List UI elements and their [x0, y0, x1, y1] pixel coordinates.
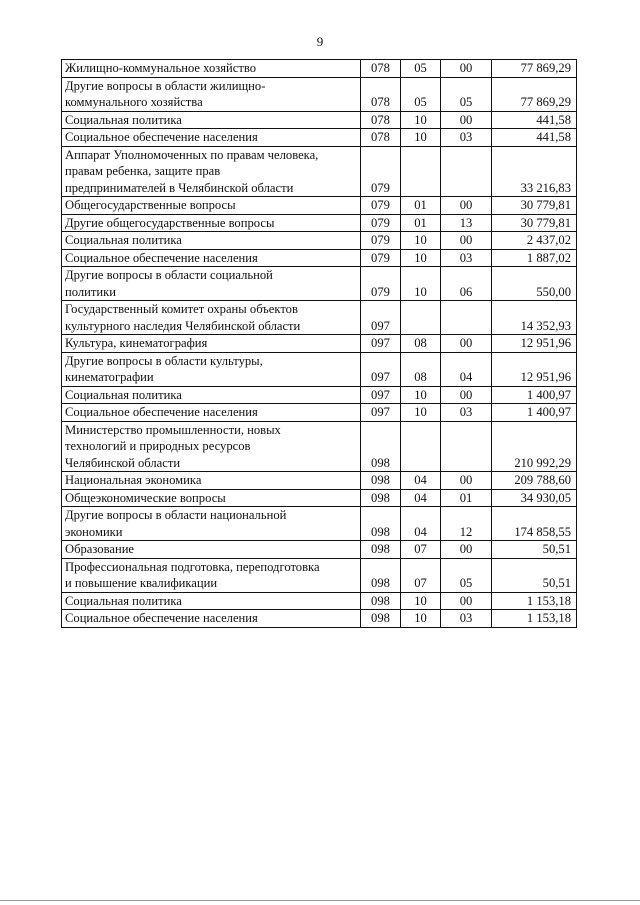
amount-cell: 2 437,02: [492, 232, 577, 250]
section-code-cell: 10: [401, 232, 441, 250]
section-code-cell: 10: [401, 249, 441, 267]
table-row: [62, 558, 577, 592]
amount-cell: 441,58: [492, 111, 577, 129]
amount-cell: 30 779,81: [492, 214, 577, 232]
department-code-cell: 079: [361, 214, 401, 232]
amount-cell: 1 153,18: [492, 592, 577, 610]
amount-cell: 14 352,93: [492, 301, 577, 335]
department-code-cell: 079: [361, 146, 401, 197]
expense-name-cell: Социальное обеспечение населения: [62, 610, 361, 628]
subsection-code-cell: 03: [441, 129, 492, 147]
table-row: [62, 111, 577, 129]
table-row: [62, 541, 577, 559]
section-code-cell: 08: [401, 352, 441, 386]
department-code-cell: 097: [361, 404, 401, 422]
subsection-code-cell: 00: [441, 60, 492, 78]
amount-cell: 50,51: [492, 541, 577, 559]
department-code-cell: 098: [361, 541, 401, 559]
section-code-cell: [401, 301, 441, 335]
budget-table: [61, 59, 577, 628]
table-row: [62, 197, 577, 215]
section-code-cell: 04: [401, 472, 441, 490]
section-code-cell: 04: [401, 489, 441, 507]
section-code-cell: 04: [401, 507, 441, 541]
department-code-cell: 098: [361, 610, 401, 628]
department-code-cell: 098: [361, 558, 401, 592]
department-code-cell: 097: [361, 335, 401, 353]
department-code-cell: 078: [361, 129, 401, 147]
table-row: [62, 472, 577, 490]
table-row: [62, 507, 577, 541]
table-row: [62, 404, 577, 422]
section-code-cell: [401, 146, 441, 197]
subsection-code-cell: 00: [441, 197, 492, 215]
section-code-cell: 08: [401, 335, 441, 353]
expense-name-cell: Другие вопросы в области жилищно- коммунального хозяйства: [62, 77, 361, 111]
subsection-code-cell: 03: [441, 249, 492, 267]
department-code-cell: 097: [361, 301, 401, 335]
amount-cell: 34 930,05: [492, 489, 577, 507]
amount-cell: 550,00: [492, 267, 577, 301]
subsection-code-cell: [441, 301, 492, 335]
table-row: [62, 489, 577, 507]
page-number: 9: [316, 34, 324, 49]
subsection-code-cell: [441, 421, 492, 472]
section-code-cell: 10: [401, 610, 441, 628]
table-row: [62, 267, 577, 301]
table-row: [62, 592, 577, 610]
expense-name-cell: Общеэкономические вопросы: [62, 489, 361, 507]
subsection-code-cell: 12: [441, 507, 492, 541]
department-code-cell: 098: [361, 489, 401, 507]
subsection-code-cell: 00: [441, 386, 492, 404]
amount-cell: 1 400,97: [492, 404, 577, 422]
subsection-code-cell: 01: [441, 489, 492, 507]
expense-name-cell: Другие вопросы в области национальной экономики: [62, 507, 361, 541]
section-code-cell: 01: [401, 214, 441, 232]
table-row: [62, 352, 577, 386]
amount-cell: 77 869,29: [492, 60, 577, 78]
expense-name-cell: Аппарат Уполномоченных по правам человека, правам ребенка, защите прав предпринимателей в Челябинской области: [62, 146, 361, 197]
expense-name-cell: Социальное обеспечение населения: [62, 249, 361, 267]
amount-cell: 30 779,81: [492, 197, 577, 215]
amount-cell: 1 887,02: [492, 249, 577, 267]
subsection-code-cell: 00: [441, 335, 492, 353]
department-code-cell: 097: [361, 352, 401, 386]
table-row: [62, 60, 577, 78]
expense-name-cell: Жилищно-коммунальное хозяйство: [62, 60, 361, 78]
section-code-cell: 07: [401, 558, 441, 592]
amount-cell: 12 951,96: [492, 352, 577, 386]
section-code-cell: 05: [401, 60, 441, 78]
amount-cell: 209 788,60: [492, 472, 577, 490]
amount-cell: 50,51: [492, 558, 577, 592]
expense-name-cell: Государственный комитет охраны объектов культурного наследия Челябинской области: [62, 301, 361, 335]
expense-name-cell: Культура, кинематография: [62, 335, 361, 353]
subsection-code-cell: 04: [441, 352, 492, 386]
department-code-cell: 098: [361, 507, 401, 541]
section-code-cell: 10: [401, 386, 441, 404]
section-code-cell: 10: [401, 404, 441, 422]
department-code-cell: 098: [361, 421, 401, 472]
subsection-code-cell: 00: [441, 541, 492, 559]
expense-name-cell: Социальное обеспечение населения: [62, 404, 361, 422]
expense-name-cell: Национальная экономика: [62, 472, 361, 490]
table-row: [62, 146, 577, 197]
amount-cell: 174 858,55: [492, 507, 577, 541]
expense-name-cell: Общегосударственные вопросы: [62, 197, 361, 215]
department-code-cell: 078: [361, 111, 401, 129]
amount-cell: 77 869,29: [492, 77, 577, 111]
expense-name-cell: Образование: [62, 541, 361, 559]
expense-name-cell: Другие вопросы в области культуры, кинематографии: [62, 352, 361, 386]
table-row: [62, 301, 577, 335]
section-code-cell: 07: [401, 541, 441, 559]
table-row: [62, 249, 577, 267]
table-row: [62, 77, 577, 111]
section-code-cell: 10: [401, 129, 441, 147]
subsection-code-cell: 03: [441, 610, 492, 628]
amount-cell: 210 992,29: [492, 421, 577, 472]
subsection-code-cell: 00: [441, 111, 492, 129]
section-code-cell: 05: [401, 77, 441, 111]
table-row: [62, 335, 577, 353]
table-row: [62, 386, 577, 404]
amount-cell: 1 153,18: [492, 610, 577, 628]
department-code-cell: 078: [361, 77, 401, 111]
amount-cell: 12 951,96: [492, 335, 577, 353]
subsection-code-cell: 13: [441, 214, 492, 232]
section-code-cell: 10: [401, 111, 441, 129]
amount-cell: 1 400,97: [492, 386, 577, 404]
table-row: [62, 214, 577, 232]
subsection-code-cell: 00: [441, 232, 492, 250]
department-code-cell: 079: [361, 232, 401, 250]
subsection-code-cell: 06: [441, 267, 492, 301]
section-code-cell: 01: [401, 197, 441, 215]
expense-name-cell: Профессиональная подготовка, переподготовка и повышение квалификации: [62, 558, 361, 592]
section-code-cell: [401, 421, 441, 472]
department-code-cell: 079: [361, 267, 401, 301]
subsection-code-cell: [441, 146, 492, 197]
table-row: [62, 421, 577, 472]
department-code-cell: 098: [361, 592, 401, 610]
table-row: [62, 232, 577, 250]
subsection-code-cell: 05: [441, 77, 492, 111]
expense-name-cell: Другие общегосударственные вопросы: [62, 214, 361, 232]
department-code-cell: 078: [361, 60, 401, 78]
page-bottom-edge: [0, 900, 640, 901]
subsection-code-cell: 05: [441, 558, 492, 592]
budget-table-body: [62, 60, 577, 628]
expense-name-cell: Социальная политика: [62, 111, 361, 129]
amount-cell: 441,58: [492, 129, 577, 147]
section-code-cell: 10: [401, 592, 441, 610]
department-code-cell: 079: [361, 249, 401, 267]
expense-name-cell: Социальная политика: [62, 232, 361, 250]
expense-name-cell: Социальная политика: [62, 592, 361, 610]
table-row: [62, 610, 577, 628]
expense-name-cell: Социальная политика: [62, 386, 361, 404]
subsection-code-cell: 03: [441, 404, 492, 422]
department-code-cell: 079: [361, 197, 401, 215]
expense-name-cell: Социальное обеспечение населения: [62, 129, 361, 147]
department-code-cell: 097: [361, 386, 401, 404]
subsection-code-cell: 00: [441, 592, 492, 610]
subsection-code-cell: 00: [441, 472, 492, 490]
department-code-cell: 098: [361, 472, 401, 490]
amount-cell: 33 216,83: [492, 146, 577, 197]
section-code-cell: 10: [401, 267, 441, 301]
expense-name-cell: Министерство промышленности, новых технологий и природных ресурсов Челябинской области: [62, 421, 361, 472]
table-row: [62, 129, 577, 147]
expense-name-cell: Другие вопросы в области социальной политики: [62, 267, 361, 301]
